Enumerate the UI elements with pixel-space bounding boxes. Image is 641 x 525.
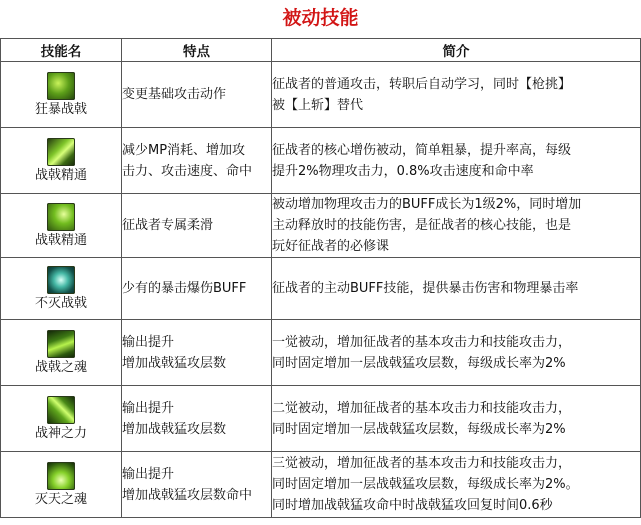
table-header-row — [1, 39, 641, 62]
skill-summary-line: 同时增加战戟猛攻命中时战戟猛攻回复时间0.6秒 — [272, 498, 553, 513]
skill-feature-cell — [122, 194, 272, 258]
table-row — [1, 320, 641, 386]
skill-feature-line: 击力、攻击速度、命中 — [122, 163, 253, 179]
skill-summary-cell — [272, 128, 641, 194]
header-summary: 简介 — [272, 39, 641, 62]
skill-summary-line: 征战者的主动BUFF技能，提供暴击伤害和物理暴击率 — [272, 281, 579, 296]
skill-summary-line: 提升2%物理攻击力，0.8%攻击速度和命中率 — [272, 163, 534, 179]
green-spear-mastery-icon — [47, 138, 75, 166]
skill-summary-cell — [272, 452, 641, 518]
skill-summary-line: 二觉被动，增加征战者的基本攻击力和技能攻击力， — [272, 400, 572, 416]
table-row — [1, 452, 641, 518]
skill-name: 战神之力 — [34, 426, 87, 441]
table-body — [1, 62, 641, 518]
skill-name: 战戟之魂 — [34, 360, 87, 375]
skill-feature-cell — [122, 258, 272, 320]
skill-summary-line: 征战者的核心增伤被动，简单粗暴，提升率高，每级 — [272, 142, 572, 158]
skill-feature-cell — [122, 62, 272, 128]
table-row — [1, 258, 641, 320]
skill-feature-cell — [122, 452, 272, 518]
green-spear-soul-icon — [47, 330, 75, 358]
skill-name: 战戟精通 — [34, 233, 87, 248]
table-row — [1, 128, 641, 194]
skill-summary-cell — [272, 386, 641, 452]
skill-name: 灭天之魂 — [34, 492, 87, 507]
skill-name-cell — [1, 62, 122, 128]
skill-feature-line: 增加战戟猛攻层数 — [122, 421, 227, 437]
skill-summary-line: 三觉被动，增加征战者的基本攻击力和技能攻击力， — [272, 456, 572, 471]
skill-summary-line: 主动释放时的技能伤害，是征战者的核心技能，也是 — [272, 218, 572, 233]
skill-summary-line: 同时固定增加一层战戟猛攻层数，每级成长率为2% — [272, 421, 566, 437]
skill-name-cell — [1, 452, 122, 518]
skill-name-cell — [1, 128, 122, 194]
skill-feature-line: 增加战戟猛攻层数 — [122, 355, 227, 371]
skill-name-cell — [1, 320, 122, 386]
green-claw-strike-icon — [47, 72, 75, 100]
skill-feature-line: 减少MP消耗、增加攻 — [122, 142, 246, 158]
green-blade-swirl-icon — [47, 203, 75, 231]
skill-summary-line: 同时固定增加一层战戟猛攻层数，每级成长率为2%。 — [272, 477, 579, 492]
skill-summary-line: 同时固定增加一层战戟猛攻层数，每级成长率为2% — [272, 355, 566, 371]
skill-feature-line: 输出提升 — [122, 466, 175, 482]
teal-whirl-buff-icon — [47, 266, 75, 294]
table-row — [1, 194, 641, 258]
skill-feature-line: 输出提升 — [122, 400, 175, 416]
skill-summary-line: 一觉被动，增加征战者的基本攻击力和技能攻击力， — [272, 334, 572, 350]
skill-summary-line: 玩好征战者的必修课 — [272, 239, 390, 254]
skill-feature-line: 变更基础攻击动作 — [122, 87, 227, 102]
page-title: 被动技能 — [282, 7, 359, 29]
header-skill-name: 技能名 — [1, 39, 122, 62]
skill-name-cell — [1, 194, 122, 258]
skill-summary-cell — [272, 258, 641, 320]
skill-feature-line: 输出提升 — [122, 334, 175, 350]
skill-feature-cell — [122, 386, 272, 452]
skill-summary-cell — [272, 194, 641, 258]
skill-name: 狂暴战戟 — [34, 102, 87, 117]
green-heaven-slayer-icon — [47, 462, 75, 490]
green-war-god-icon — [47, 396, 75, 424]
passive-skill-table — [0, 38, 641, 518]
skill-summary-line: 征战者的普通攻击，转职后自动学习，同时【枪挑】 — [272, 76, 572, 92]
skill-feature-line: 增加战戟猛攻层数命中 — [122, 487, 253, 503]
skill-summary-line: 被动增加物理攻击力的BUFF成长为1级2%，同时增加 — [272, 197, 582, 212]
skill-name: 战戟精通 — [34, 168, 87, 183]
skill-feature-line: 少有的暴击爆伤BUFF — [122, 281, 247, 296]
skill-feature-cell — [122, 320, 272, 386]
skill-name-cell — [1, 386, 122, 452]
skill-name: 不灭战戟 — [34, 296, 87, 311]
skill-name-cell — [1, 258, 122, 320]
skill-feature-cell — [122, 128, 272, 194]
skill-feature-line: 征战者专属柔滑 — [122, 218, 214, 233]
skill-summary-cell — [272, 320, 641, 386]
table-row — [1, 386, 641, 452]
skill-summary-cell — [272, 62, 641, 128]
skill-summary-line: 被【上斩】替代 — [272, 97, 364, 113]
table-row — [1, 62, 641, 128]
header-feature: 特点 — [122, 39, 272, 62]
